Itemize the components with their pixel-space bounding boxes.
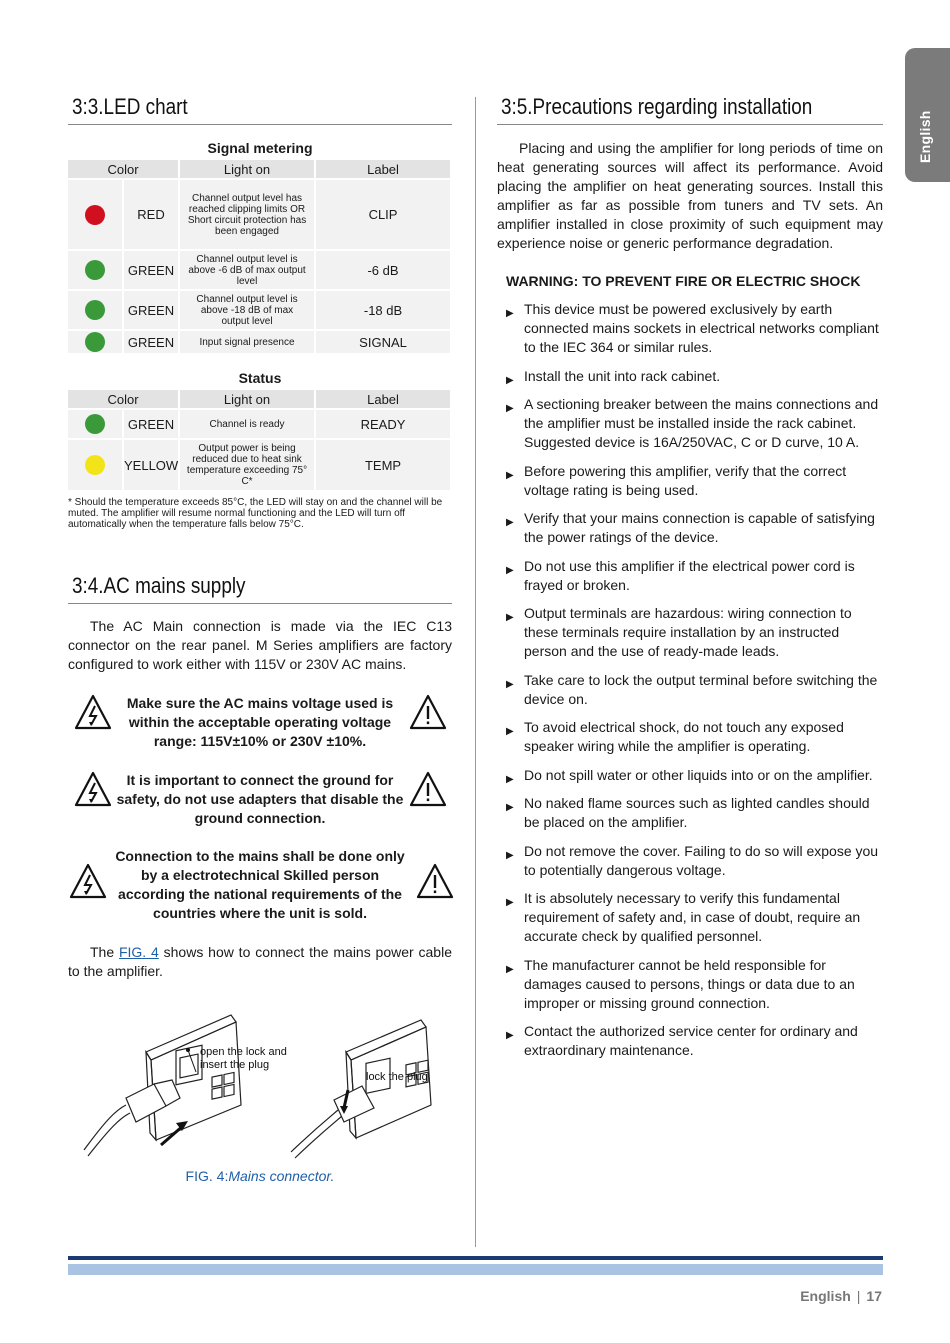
list-item-text: Install the unit into rack cabinet.	[524, 367, 721, 384]
table-row	[68, 180, 450, 249]
bullet-triangle-icon: ▶	[506, 773, 514, 785]
list-item-text: Do not spill water or other liquids into or on the amplifier.	[524, 766, 873, 783]
list-item-text: Verify that your mains connection is capable of satisfying the power ratings of the device.	[524, 510, 875, 545]
page-footer	[800, 1288, 882, 1304]
led-chart-title: 3:3.LED chart	[72, 94, 188, 119]
page-number: 17	[866, 1288, 882, 1304]
title-rule	[68, 124, 452, 125]
figure-caption-text: Mains connector.	[228, 1168, 335, 1184]
figure-label-left: open the lock and insert the plug	[200, 1046, 287, 1071]
color-cell: RED	[124, 180, 178, 249]
light-on-cell: Channel output level is above -6 dB of max output level	[180, 251, 314, 289]
caution-icon	[415, 862, 455, 900]
list-item	[505, 462, 885, 500]
header-label: Label	[316, 390, 450, 408]
bullet-triangle-icon: ▶	[506, 726, 514, 737]
header-color: Color	[68, 390, 178, 408]
title-rule	[497, 124, 883, 125]
ac-mains-intro: The AC Main connection is made via the IEC C13 connector on the rear panel. M Series amplifiers are factory configured to work either with 115V or 230V AC mains.	[68, 618, 452, 672]
list-item-text: Before powering this amplifier, verify that the correct voltage rating is being used.	[524, 462, 847, 498]
label-cell: -6 dB	[316, 251, 450, 289]
list-item	[505, 557, 885, 595]
voltage-range-warning: Make sure the AC mains voltage used is within the acceptable operating voltage range: 115V±10% or 230V ±10%.	[126, 695, 394, 749]
footer-language: English	[800, 1288, 851, 1304]
precautions-intro: Placing and using the amplifier for long periods of time on heat generating sources will affect its performance. Avoid placing the amplifier on heat generating sources. Install this amplifier as far as possible from tuners and TV sets. An amplifier installed in close proximity of such equipment may experience noise or generic performance degradation.	[497, 140, 883, 251]
color-cell: YELLOW	[124, 440, 178, 490]
led-indicator-cell	[68, 410, 122, 438]
figure-reference-prefix: The	[90, 944, 119, 960]
list-item	[505, 300, 885, 357]
bullet-triangle-icon: ▶	[506, 1030, 514, 1041]
bullet-triangle-icon: ▶	[506, 374, 514, 386]
table-row	[68, 440, 450, 490]
header-light-on: Light on	[180, 390, 314, 408]
list-item	[505, 509, 885, 547]
list-item	[505, 794, 885, 832]
caution-icon	[408, 770, 448, 808]
footer-bar-dark	[68, 1256, 883, 1260]
list-item	[505, 889, 885, 946]
bullet-triangle-icon: ▶	[506, 963, 514, 975]
color-cell: GREEN	[124, 251, 178, 289]
led-indicator-cell	[68, 180, 122, 249]
list-item	[505, 604, 885, 661]
list-item-text: Output terminals are hazardous: wiring connection to these terminals require installation by an instructed person and the use of ready-made leads.	[524, 605, 852, 659]
table-row	[68, 251, 450, 289]
table-row	[68, 331, 450, 353]
signal-metering-table	[66, 158, 452, 355]
bullet-triangle-icon: ▶	[506, 897, 514, 908]
light-on-cell: Channel output level is above -18 dB of max output level	[180, 291, 314, 329]
led-dot	[85, 205, 105, 225]
bullet-triangle-icon: ▶	[506, 612, 514, 623]
bullet-triangle-icon: ▶	[506, 517, 514, 528]
led-dot	[85, 455, 105, 475]
list-item-text: Take care to lock the output terminal before switching the device on.	[524, 671, 878, 707]
electric-hazard-icon	[73, 693, 113, 731]
light-on-cell: Channel is ready	[180, 410, 314, 438]
fig-4-link[interactable]: FIG. 4	[118, 944, 159, 960]
color-cell: GREEN	[124, 291, 178, 329]
led-dot	[85, 332, 105, 352]
label-cell: CLIP	[316, 180, 450, 249]
label-cell: READY	[316, 410, 450, 438]
led-dot	[85, 260, 105, 280]
column-divider	[475, 97, 476, 1247]
ground-warning: It is important to connect the ground for safety, do not use adapters that disable the ground connection.	[116, 772, 404, 826]
figure-reference	[68, 943, 452, 981]
bullet-triangle-icon: ▶	[506, 308, 514, 319]
status-table	[66, 388, 452, 492]
signal-metering-title: Signal metering	[207, 140, 313, 156]
table-row	[68, 291, 450, 329]
precautions-list	[505, 300, 885, 1070]
footer-bar-light	[68, 1264, 883, 1275]
caution-icon	[408, 693, 448, 731]
temperature-footnote: * Should the temperature exceeds 85°C, the LED will stay on and the channel will be muted. The amplifier will resume normal functioning and the LED will turn off automatically when the temperature falls below 75°C.	[68, 497, 443, 530]
list-item-text: Do not remove the cover. Failing to do so will expose you to potentially dangerous voltage.	[524, 842, 879, 878]
list-item-text: This device must be powered exclusively by earth connected mains sockets in electrical networks compliant to the IEC 364 or similar rules.	[524, 301, 879, 355]
led-indicator-cell	[68, 331, 122, 353]
led-dot	[85, 300, 105, 320]
list-item-text: Contact the authorized service center for ordinary and extraordinary maintenance.	[524, 1023, 858, 1058]
figure-reference-suffix: shows how to connect the mains power cable to the amplifier.	[68, 944, 452, 979]
light-on-cell: Output power is being reduced due to heat sink temperature exceeding 75° C*	[180, 440, 314, 490]
bullet-triangle-icon: ▶	[506, 678, 514, 690]
light-on-cell: Input signal presence	[180, 331, 314, 353]
list-item	[505, 1022, 885, 1060]
list-item	[505, 367, 885, 386]
led-indicator-cell	[68, 251, 122, 289]
list-item-text: A sectioning breaker between the mains connections and the amplifier must be installed inside the rack cabinet. Suggested device is 16A/250VAC, C or D curve, 10 A.	[524, 396, 879, 450]
list-item-text: No naked flame sources such as lighted candles should be placed on the amplifier.	[524, 795, 870, 830]
list-item-text: It is absolutely necessary to verify this fundamental requirement of safety and, in case of doubt, require an accurate check by qualified personnel.	[524, 890, 861, 944]
list-item	[505, 842, 885, 880]
footer-separator: |	[856, 1288, 861, 1304]
light-on-cell: Channel output level has reached clipping limits OR Short circuit protection has been engaged	[180, 180, 314, 249]
led-indicator-cell	[68, 291, 122, 329]
language-tab	[905, 48, 950, 182]
color-cell: GREEN	[124, 331, 178, 353]
electric-hazard-icon	[73, 770, 113, 808]
bullet-triangle-icon: ▶	[506, 802, 514, 813]
fire-shock-warning-heading: WARNING: TO PREVENT FIRE OR ELECTRIC SHOCK	[506, 273, 861, 289]
precautions-title: 3:5.Precautions regarding installation	[501, 94, 813, 119]
list-item-text: Do not use this amplifier if the electrical power cord is frayed or broken.	[524, 557, 855, 593]
list-item	[505, 395, 885, 452]
list-item	[505, 956, 885, 1013]
header-label: Label	[316, 160, 450, 178]
header-color: Color	[68, 160, 178, 178]
electric-hazard-icon	[68, 862, 108, 900]
list-item	[505, 718, 885, 756]
figure-caption-number: FIG. 4:	[185, 1168, 229, 1184]
ac-mains-title: 3:4.AC mains supply	[72, 573, 246, 598]
language-tab-label: English	[917, 110, 933, 163]
led-dot	[85, 414, 105, 434]
status-title: Status	[238, 370, 282, 386]
label-cell: TEMP	[316, 440, 450, 490]
skilled-person-warning: Connection to the mains shall be done only by a electrotechnical Skilled person according the national requirements of the countries where the unit is sold.	[115, 848, 405, 921]
bullet-triangle-icon: ▶	[506, 564, 514, 576]
list-item	[505, 671, 885, 709]
color-cell: GREEN	[124, 410, 178, 438]
list-item	[505, 766, 885, 785]
bullet-triangle-icon: ▶	[506, 403, 514, 414]
label-cell: SIGNAL	[316, 331, 450, 353]
table-row	[68, 410, 450, 438]
bullet-triangle-icon: ▶	[506, 849, 514, 861]
mains-connector-figure	[76, 1010, 456, 1160]
figure-caption	[68, 1168, 452, 1184]
led-indicator-cell	[68, 440, 122, 490]
list-item-text: The manufacturer cannot be held responsible for damages caused to persons, things or data due to an improper or missing ground connection.	[524, 956, 855, 1011]
bullet-triangle-icon: ▶	[506, 469, 514, 481]
list-item-text: To avoid electrical shock, do not touch any exposed speaker wiring while the amplifier is operating.	[524, 719, 844, 754]
label-cell: -18 dB	[316, 291, 450, 329]
figure-label-right: lock the plug	[366, 1071, 428, 1083]
title-rule	[68, 603, 452, 604]
header-light-on: Light on	[180, 160, 314, 178]
